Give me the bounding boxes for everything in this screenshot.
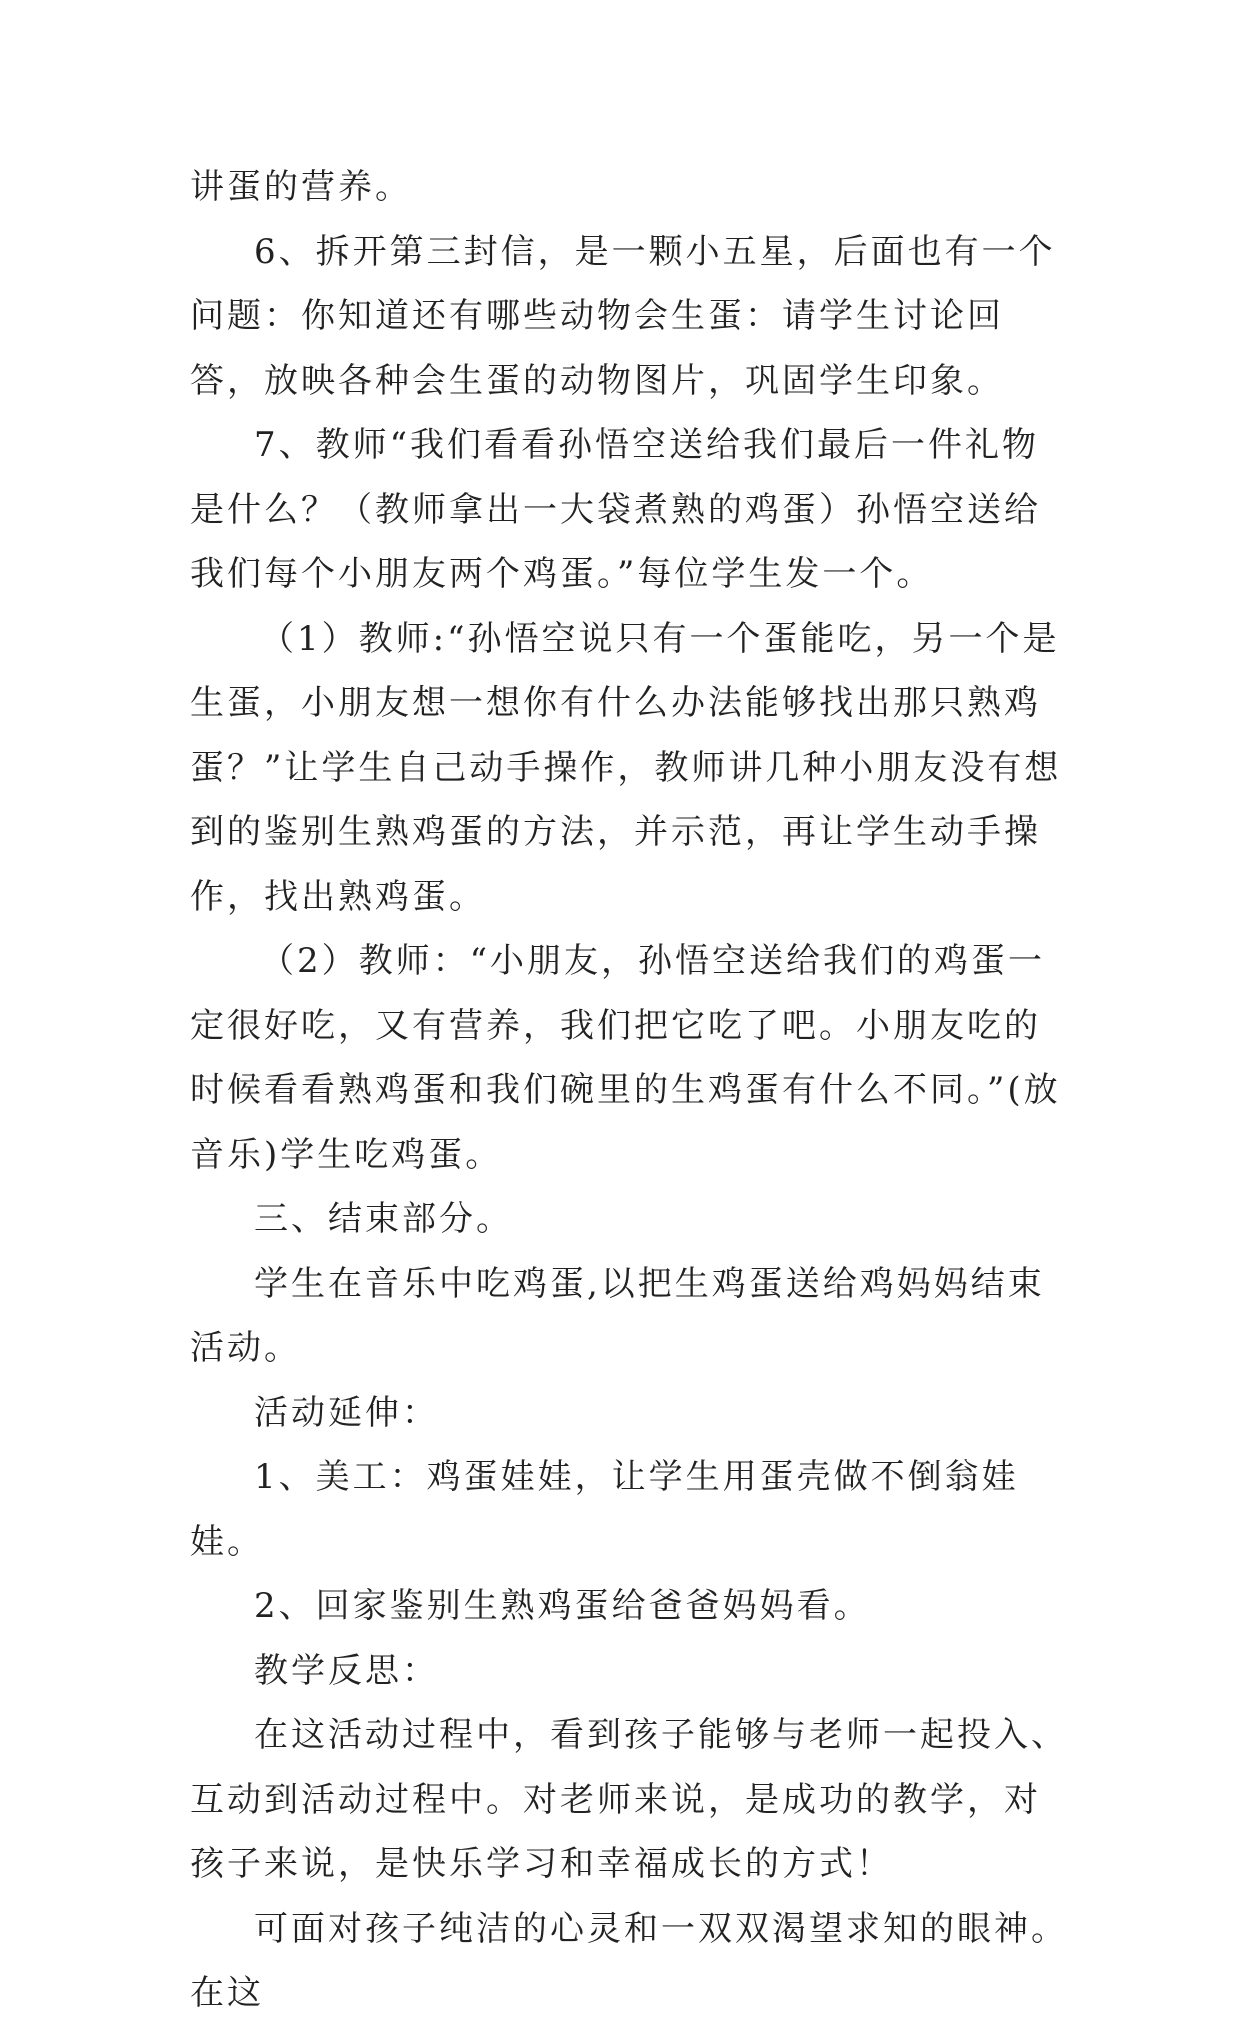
section-heading-ending: 三、结束部分。 [254,1199,513,1239]
paragraph-step-6: 6、拆开第三封信，是一颗小五星，后面也有一个问题：你知道还有哪些动物会生蛋：请学生讨论回答，放映各种会生蛋的动物图片，巩固学生印象。 [190,231,1056,401]
paragraph-sub-step-2: （2）教师：“小朋友，孙悟空送给我们的鸡蛋一定很好吃，又有营养，我们把它吃了吧。小朋友吃的时候看看熟鸡蛋和我们碗里的生鸡蛋有什么不同。”(放音乐)学生吃鸡蛋。 [190,941,1061,1175]
paragraph-reflection-1: 在这活动过程中，看到孩子能够与老师一起投入、互动到活动过程中。对老师来说，是成功的教学，对孩子来说，是快乐学习和幸福成长的方式！ [190,1715,1068,1884]
paragraph-reflection-2: 可面对孩子纯洁的心灵和一双双渴望求知的眼神。在这 [190,1908,1068,2013]
section-heading-reflection: 教学反思： [254,1650,439,1691]
paragraph-extension-2: 2、回家鉴别生熟鸡蛋给爸爸妈妈看。 [254,1586,871,1626]
paragraph-ending: 学生在音乐中吃鸡蛋,以把生鸡蛋送给鸡妈妈结束活动。 [190,1263,1045,1368]
section-heading-extension: 活动延伸： [254,1392,439,1433]
paragraph-continuation: 讲蛋的营养。 [190,167,412,207]
document-body [190,155,1070,2026]
paragraph-sub-step-1: （1）教师:“孙悟空说只有一个蛋能吃，另一个是生蛋，小朋友想一想你有什么办法能够找出那只熟鸡蛋？”让学生自己动手操作，教师讲几种小朋友没有想到的鉴别生熟鸡蛋的方法，并示范，再让学生动手操作，找出熟鸡蛋。 [190,618,1062,917]
paragraph-step-7: 7、教师“我们看看孙悟空送给我们最后一件礼物是什么？（教师拿出一大袋煮熟的鸡蛋）孙悟空送给我们每个小朋友两个鸡蛋。”每位学生发一个。 [190,425,1041,594]
paragraph-extension-1: 1、美工：鸡蛋娃娃，让学生用蛋壳做不倒翁娃娃。 [190,1457,1019,1562]
